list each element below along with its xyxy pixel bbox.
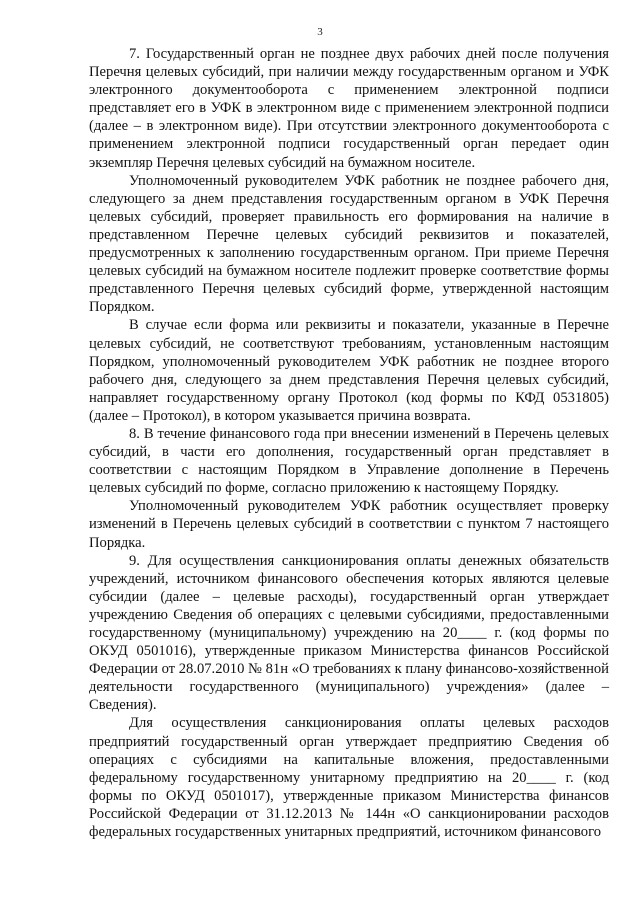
paragraph-8: 8. В течение финансового года при внесении изменений в Перечень целевых субсидий, в части его дополнения, государственный орган представляет в соответствии с настоящим Порядком в Управление дополнение в Перечень целевых субсидий по форме, согласно приложению к настоящему Порядку.	[89, 425, 609, 497]
paragraph-9: 9. Для осуществления санкционирования оплаты денежных обязательств учреждений, источником финансового обеспечения которых являются целевые субсидии (далее – целевые расходы), государственный орган утверждает учреждению Сведения об операциях с целевыми субсидиями, предоставленными государственному (муниципальному) учреждению на 20____ г. (код формы по ОКУД 0501016), утвержденные приказом Министерства финансов Российской Федерации от 28.07.2010 № 81н «О требованиях к плану финансово-хозяйственной деятельности государственного (муниципального) учреждения» (далее – Сведения).	[89, 552, 609, 714]
paragraph-8-verification: Уполномоченный руководителем УФК работник осуществляет проверку изменений в Перечень целевых субсидий в соответствии с пунктом 7 настоящего Порядка.	[89, 498, 609, 551]
paragraph-7-return: В случае если форма или реквизиты и показатели, указанные в Перечне целевых субсидий, не соответствуют требованиям, установленным настоящим Порядком, уполномоченный руководителем УФК работник не позднее второго рабочего дня, следующего за днем представления Перечня целевых субсидий, направляет государственному органу Протокол (код формы по КФД 0531805) (далее – Протокол), в котором указывается причина возврата.	[89, 317, 609, 424]
paragraph-7: 7. Государственный орган не позднее двух рабочих дней после получения Перечня целевых субсидий, при наличии между государственным органом и УФК электронного документооборота с применением электронной подписи представляет его в УФК в электронном виде с применением электронной подписи (далее – в электронном виде). При отсутствии электронного документооборота с применением электронной подписи государственный орган передает один экземпляр Перечня целевых субсидий на бумажном носителе.	[89, 46, 609, 171]
page-number: 3	[317, 26, 323, 38]
document-body	[89, 45, 609, 841]
paragraph-9-enterprises: Для осуществления санкционирования оплаты целевых расходов предприятий государственный орган утверждает предприятию Сведения об операциях с субсидиями на капитальные вложения, предоставленными федеральному государственному унитарному предприятию на 20____ г. (код формы по ОКУД 0501017), утвержденные приказом Министерства финансов Российской Федерации от 31.12.2013 № 144н «О санкционировании расходов федеральных государственных унитарных предприятий, источником финансового	[89, 715, 609, 841]
paragraph-7-verification: Уполномоченный руководителем УФК работник не позднее рабочего дня, следующего за днем представления государственным органом в УФК Перечня целевых субсидий, проверяет правильность его формирования на наличие в представленном Перечне целевых субсидий реквизитов и показателей, предусмотренных к заполнению государственным органом. При приеме Перечня целевых субсидий на бумажном носителе подлежит проверке соответствие формы представленного Перечня целевых субсидий форме, утвержденной настоящим Порядком.	[89, 172, 609, 316]
